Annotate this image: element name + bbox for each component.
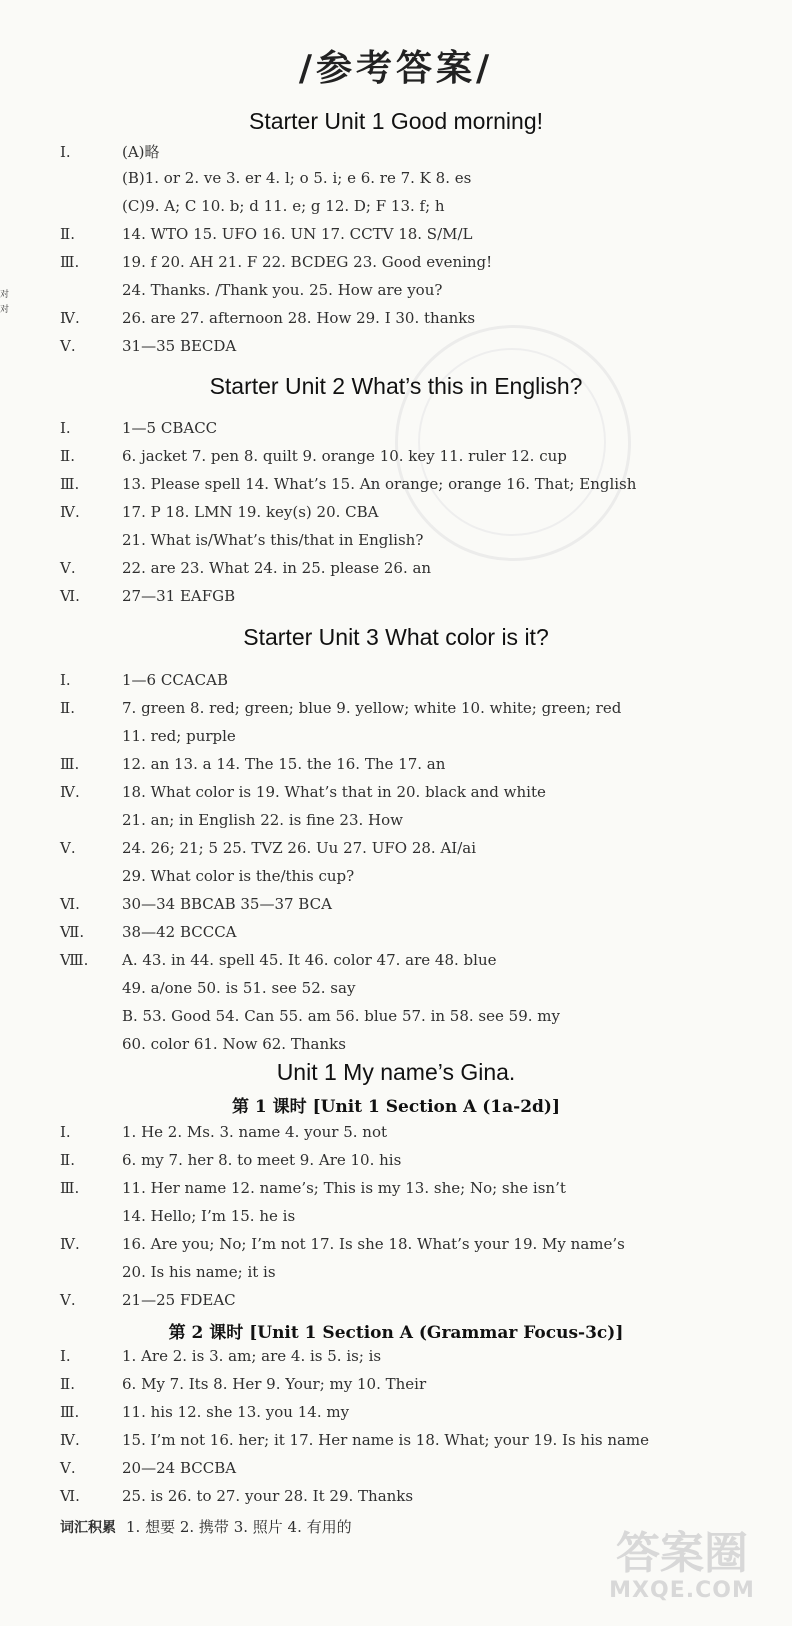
answer-line: Ⅰ. 1. Are 2. is 3. am; are 4. is 5. is; is — [60, 1347, 382, 1365]
margin-mark: 对 — [0, 290, 10, 300]
vocab-line — [60, 1516, 352, 1537]
answer-line: Ⅶ. 38—42 BCCCA — [60, 923, 237, 941]
vocab-label: 词汇积累 — [60, 1520, 116, 1536]
answer-line: Ⅱ. 6. jacket 7. pen 8. quilt 9. orange 10. key 11. ruler 12. cup — [60, 447, 567, 465]
answer-line: Ⅳ. 26. are 27. afternoon 28. How 29. I 30. thanks — [60, 309, 476, 327]
answer-line: Ⅰ. 1. He 2. Ms. 3. name 4. your 5. not — [60, 1123, 388, 1141]
answer-line: Ⅳ. 15. I’m not 16. her; it 17. Her name is 18. What; your 19. Is his name — [60, 1431, 650, 1449]
answer-line: Ⅵ. 27—31 EAFGB — [60, 587, 236, 605]
answer-line: Ⅴ. 20—24 BCCBA — [60, 1459, 237, 1477]
answer-line: 24. Thanks. /Thank you. 25. How are you? — [122, 281, 443, 299]
unit-title-starter-3: Starter Unit 3 What color is it? — [243, 624, 549, 650]
stamp-watermark — [395, 325, 631, 561]
answer-line: 29. What color is the/this cup? — [122, 867, 355, 885]
answer-line: 21. an; in English 22. is fine 23. How — [122, 811, 403, 829]
answer-line: 60. color 61. Now 62. Thanks — [122, 1035, 346, 1053]
lesson-title-2: 第 2 课时 [Unit 1 Section A (Grammar Focus-3c)] — [168, 1323, 624, 1343]
answer-line: 14. Hello; I’m 15. he is — [122, 1207, 296, 1225]
site-watermark-logo: 答案圈 MXQE.COM — [609, 1528, 755, 1603]
unit-title-starter-2: Starter Unit 2 What’s this in English? — [209, 373, 583, 399]
answer-line: 49. a/one 50. is 51. see 52. say — [122, 979, 356, 997]
unit-title-starter-1: Starter Unit 1 Good morning! — [248, 108, 544, 134]
answer-line: Ⅱ. 14. WTO 15. UFO 16. UN 17. CCTV 18. S/M/L — [60, 225, 473, 243]
answer-line: (B)1. or 2. ve 3. er 4. l; o 5. i; e 6. re 7. K 8. es — [122, 169, 472, 187]
answer-line: Ⅵ. 25. is 26. to 27. your 28. It 29. Thanks — [60, 1487, 414, 1505]
answer-line: Ⅴ. 31—35 BECDA — [60, 337, 237, 355]
answer-line: 21. What is/What’s this/that in English? — [122, 531, 424, 549]
margin-mark: 对 — [0, 305, 10, 315]
answer-line: 20. Is his name; it is — [122, 1263, 276, 1281]
answer-line: Ⅲ. 11. his 12. she 13. you 14. my — [60, 1403, 350, 1421]
answer-line: Ⅷ. A. 43. in 44. spell 45. It 46. color 47. are 48. blue — [60, 951, 497, 969]
answer-line: Ⅱ. 6. My 7. Its 8. Her 9. Your; my 10. Their — [60, 1375, 427, 1393]
lesson-title-1: 第 1 课时 [Unit 1 Section A (1a-2d)] — [231, 1097, 560, 1117]
answer-line: Ⅱ. 7. green 8. red; green; blue 9. yellow; white 10. white; green; red — [60, 699, 622, 717]
page-header: /参考答案/ — [298, 48, 494, 89]
answer-line: (C)9. A; C 10. b; d 11. e; g 12. D; F 13. f; h — [122, 197, 445, 215]
answer-line: Ⅴ. 24. 26; 21; 5 25. TVZ 26. Uu 27. UFO 28. AI/ai — [60, 839, 477, 857]
answer-line: B. 53. Good 54. Can 55. am 56. blue 57. in 58. see 59. my — [122, 1007, 560, 1025]
answer-line: Ⅳ. 17. P 18. LMN 19. key(s) 20. CBA — [60, 503, 379, 521]
answer-line: Ⅴ. 21—25 FDEAC — [60, 1291, 236, 1309]
answer-line: 11. red; purple — [122, 727, 236, 745]
answer-line: Ⅲ. 12. an 13. a 14. The 15. the 16. The 17. an — [60, 755, 446, 773]
answer-line: Ⅱ. 6. my 7. her 8. to meet 9. Are 10. his — [60, 1151, 402, 1169]
answer-line: Ⅴ. 22. are 23. What 24. in 25. please 26. an — [60, 559, 432, 577]
answer-line: Ⅰ. (A)略 — [60, 143, 160, 161]
answer-line: Ⅳ. 16. Are you; No; I’m not 17. Is she 18. What’s your 19. My name’s — [60, 1235, 625, 1253]
answer-line: Ⅰ. 1—6 CCACAB — [60, 671, 228, 689]
unit-title-1: Unit 1 My name’s Gina. — [276, 1059, 516, 1085]
answer-line: Ⅲ. 11. Her name 12. name’s; This is my 13. she; No; she isn’t — [60, 1179, 566, 1197]
answer-line: Ⅰ. 1—5 CBACC — [60, 419, 218, 437]
answer-line: Ⅵ. 30—34 BBCAB 35—37 BCA — [60, 895, 332, 913]
answer-line: Ⅳ. 18. What color is 19. What’s that in 20. black and white — [60, 783, 546, 801]
vocab-text: 1. 想要 2. 携带 3. 照片 4. 有用的 — [126, 1518, 352, 1536]
answer-line: Ⅲ. 19. f 20. AH 21. F 22. BCDEG 23. Good evening! — [60, 253, 493, 271]
answer-line: Ⅲ. 13. Please spell 14. What’s 15. An orange; orange 16. That; English — [60, 475, 637, 493]
